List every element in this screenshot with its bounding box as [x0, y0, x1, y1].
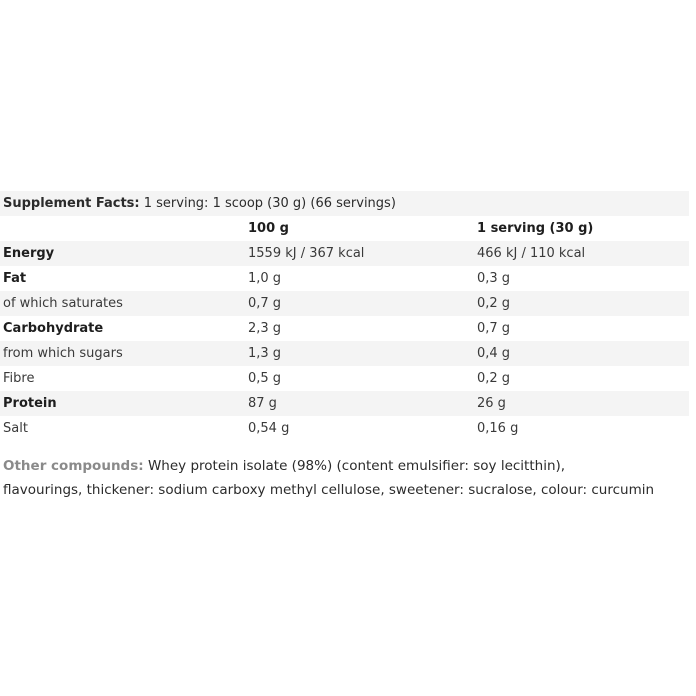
row-name: from which sugars	[3, 346, 123, 361]
row-per-serving: 0,2 g	[477, 371, 511, 386]
row-name: Energy	[3, 246, 55, 261]
table-row	[0, 366, 689, 391]
table-row	[0, 316, 689, 341]
row-name: Fat	[3, 271, 27, 286]
row-per-100g: 2,3 g	[248, 321, 282, 336]
table-row	[0, 391, 689, 416]
row-per-serving: 26 g	[477, 396, 506, 411]
row-per-serving: 0,16 g	[477, 421, 519, 436]
row-name: of which saturates	[3, 296, 123, 311]
table-caption-row	[0, 191, 689, 216]
row-per-serving: 0,7 g	[477, 321, 511, 336]
nutrition-table	[0, 191, 689, 441]
row-per-100g: 1,0 g	[248, 271, 282, 286]
row-name: Salt	[3, 421, 28, 436]
table-row	[0, 341, 689, 366]
caption-text: 1 serving: 1 scoop (30 g) (66 servings)	[139, 196, 396, 211]
row-per-serving: 0,2 g	[477, 296, 511, 311]
table-row	[0, 291, 689, 316]
row-per-100g: 1559 kJ / 367 kcal	[248, 246, 365, 261]
row-per-100g: 0,54 g	[248, 421, 290, 436]
header-per-serving: 1 serving (30 g)	[477, 221, 594, 236]
row-per-serving: 0,3 g	[477, 271, 511, 286]
table-row	[0, 416, 689, 441]
other-compounds-line-1	[3, 454, 693, 478]
row-name: Fibre	[3, 371, 35, 386]
row-name: Protein	[3, 396, 57, 411]
row-per-100g: 0,7 g	[248, 296, 282, 311]
row-name: Carbohydrate	[3, 321, 104, 336]
row-per-serving: 466 kJ / 110 kcal	[477, 246, 586, 261]
header-per-100g: 100 g	[248, 221, 289, 236]
other-compounds-text-1: Whey protein isolate (98%) (content emulsifier: soy lecitthin),	[143, 458, 566, 474]
other-compounds	[3, 454, 693, 502]
table-caption	[3, 191, 396, 216]
row-per-100g: 0,5 g	[248, 371, 282, 386]
caption-label: Supplement Facts:	[3, 196, 140, 211]
row-per-100g: 1,3 g	[248, 346, 282, 361]
other-compounds-line-2: flavourings, thickener: sodium carboxy methyl cellulose, sweetener: sucralose, colour: curcumin	[3, 482, 655, 498]
table-row	[0, 266, 689, 291]
table-header-row	[0, 216, 689, 241]
table-row	[0, 241, 689, 266]
other-compounds-label: Other compounds:	[3, 458, 144, 474]
row-per-serving: 0,4 g	[477, 346, 511, 361]
row-per-100g: 87 g	[248, 396, 277, 411]
